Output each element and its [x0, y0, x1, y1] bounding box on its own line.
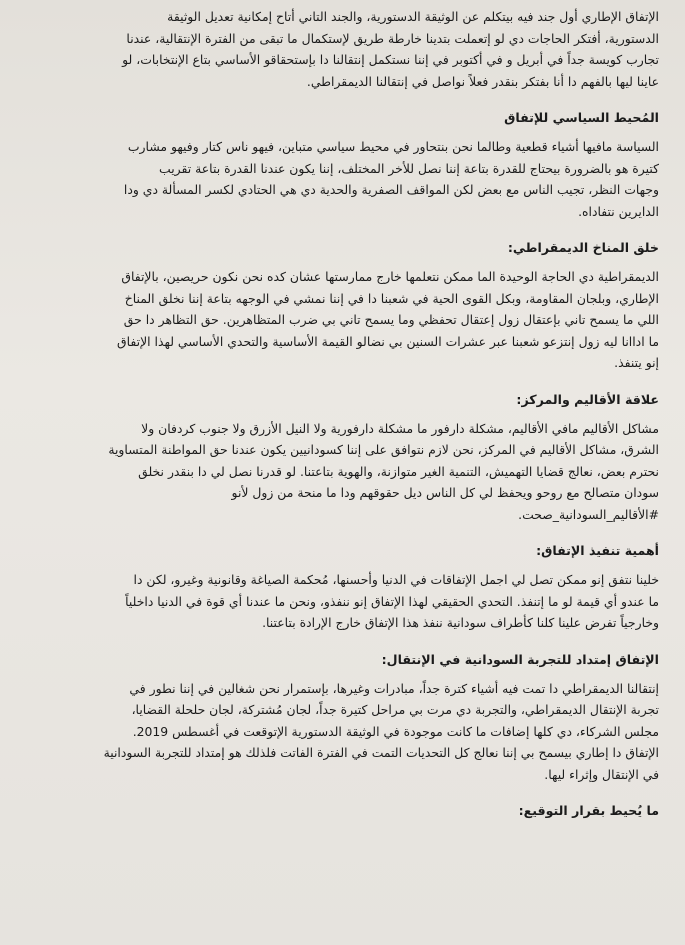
implementation-importance-paragraph [30, 569, 659, 634]
paragraph-line: الإطاري، وبلجان المقاومة، وبكل القوى الحية في شعبنا دا في إننا نمشي في الوجهه بتاعة إننا نخلق المناخ [124, 290, 659, 306]
paragraph-line: وخارجياً تفرض علينا كلنا كأطراف سودانية ننفذ هذا الإتفاق خارج الإرادة بتاعتنا. [262, 615, 659, 630]
section-heading-democratic-climate: خلق المناخ الديمقراطي: [507, 240, 659, 255]
section-heading-signing-decision: ما يُحيط بقرار التوقيع: [518, 803, 659, 818]
paragraph-line: اللي ما يسمح تاني بإعتقال زول إعتقال تحفظي وما يسمح تاني بي ضرب المتظاهرين. حق التظاهر دا حق [123, 312, 659, 327]
paragraph-line: الشرق، مشاكل الأقاليم في المركز، نحن لازم نتوافق على إننا كسودانيين يكون عندنا حق المواطنة المتساوية [108, 442, 659, 457]
paragraph-line: وجهات النظر، تجيب الناس مع بعض لكن المواقف الصفرية والحدية دي هي الحتادي لكسر المسألة دي ودا [123, 182, 659, 197]
intro-paragraph [30, 6, 659, 92]
paragraph-line: عاينا ليها بالفهم دا أنا بفتكر بنقدر فعلاً نواصل في إنتقالنا الديمقراطي. [306, 73, 659, 89]
paragraph-line: ما اداانا ليه زول إنتزعو شعبنا عبر عشرات السنين بي نضالو القيمة الأساسية والتحدي الأساسي لهذا الإتفاق [117, 333, 659, 349]
democratic-climate-paragraph [30, 266, 659, 374]
hashtag-line: #الأقاليم_السودانية_صحت. [518, 506, 659, 522]
paragraph-line: تجارب كويسة جداً في أبريل و في أكتوبر في إننا نستكمل إنتقالنا دا بإستحقاقو الأساسي بتاع الإنتخابات، لو [122, 52, 659, 67]
paragraph-line: الدستورية، أفتكر الحاجات دي لو إتعملت بتدينا خارطة طريق لإستكمال ما تبقى من الفترة الإنتقالية، عندنا [126, 30, 659, 46]
paragraph-line: كتيرة هو بالضرورة بيحتاج للقدرة بتاعة إننا نصل للأخر المختلف، إننا يكون عندنا القدرة بتاعة تقريب [159, 160, 659, 176]
paragraph-line: الإتفاق دا إطاري بيسمح بي إننا نعالج كل التحديات التمت في الفترة الفاتت فلذلك هو إمتداد للتجربة السودانية [103, 745, 659, 760]
paragraph-line: الديمقراطية دي الحاجة الوحيدة الما ممكن نتعلمها خارج ممارستها عشان كده نحن نكون حريصين، بالإتفاق [121, 269, 659, 284]
paragraph-line: نحترم بعض، نعالج قضايا التهميش، التنمية الغير متوازنة، والهوية بتاعتنا. لو قدرنا نصل لي دا بنقدر نخلق [138, 463, 659, 479]
section-heading-transition-extension: الإتفاق إمتداد للتجربة السودانية في الإنتقال: [381, 651, 659, 667]
paragraph-line: إنو يتنفذ. [614, 355, 659, 370]
paragraph-line: السياسة مافيها أشياء قطعية وطالما نحن بنتحاور في محيط سياسي متباين، فيهو ناس كتار وفيهو مشارب [127, 139, 659, 154]
transition-extension-paragraph [30, 678, 659, 786]
paragraph-line: تجربة الإنتقال الديمقراطي، والتجربة دي مرت بي مراحل كتيرة جداً، لجان مُشتركة، لجان حلحلة القضايا، [131, 702, 659, 717]
paragraph-line: مشاكل الأقاليم مافي الأقاليم، مشكلة دارفور ما مشكلة دارفورية ولا النيل الأزرق ولا جنوب كردفان ولا [141, 420, 659, 436]
paragraph-line: الدايرين نتفاداه. [578, 203, 659, 219]
paragraph-line: في الإنتقال وإثراء ليها. [544, 766, 659, 782]
section-heading-implementation-importance: أهمية تنفيذ الإتفاق: [536, 543, 659, 558]
paragraph-line: ما عندو أي قيمة لو ما إتنفذ. التحدي الحقيقي لهذا الإتفاق إنو ننفذو، ونحن ما عندنا أي قوة في الدنيا داخلياً [125, 593, 659, 609]
section-heading-regions-center: علاقة الأقاليم والمركز: [516, 391, 659, 407]
paragraph-line: سودان متصالح مع روحو ويحفظ لي كل الناس ديل حقوقهم ودا ما منحة من زول لأنو [231, 485, 659, 500]
paragraph-line: خلينا نتفق إنو ممكن تصل لي اجمل الإتفاقات في الدنيا وأحسنها، مُحكمة الصياغة وقانونية وغيرو، لكن دا [133, 572, 659, 587]
section-heading-political-environment: المُحيط السياسي للإتفاق [504, 110, 659, 125]
paragraph-line: إنتقالنا الديمقراطي دا تمت فيه أشياء كترة جداً، مبادرات وغيرها، بإستمرار نحن شغالين في إننا نطور في [129, 680, 659, 696]
paragraph-line: الإتفاق الإطاري أول جند فيه بيتكلم عن الوثيقة الدستورية، والجند التاني أتاح إمكانية تعديل الوثيقة [167, 9, 659, 24]
regions-center-paragraph [30, 418, 659, 526]
paragraph-line: مجلس الشركاء، دي كلها إضافات ما كانت موجودة في الوثيقة الدستورية الإتوقعت في أغسطس 2019. [132, 723, 659, 739]
political-environment-paragraph [30, 136, 659, 222]
